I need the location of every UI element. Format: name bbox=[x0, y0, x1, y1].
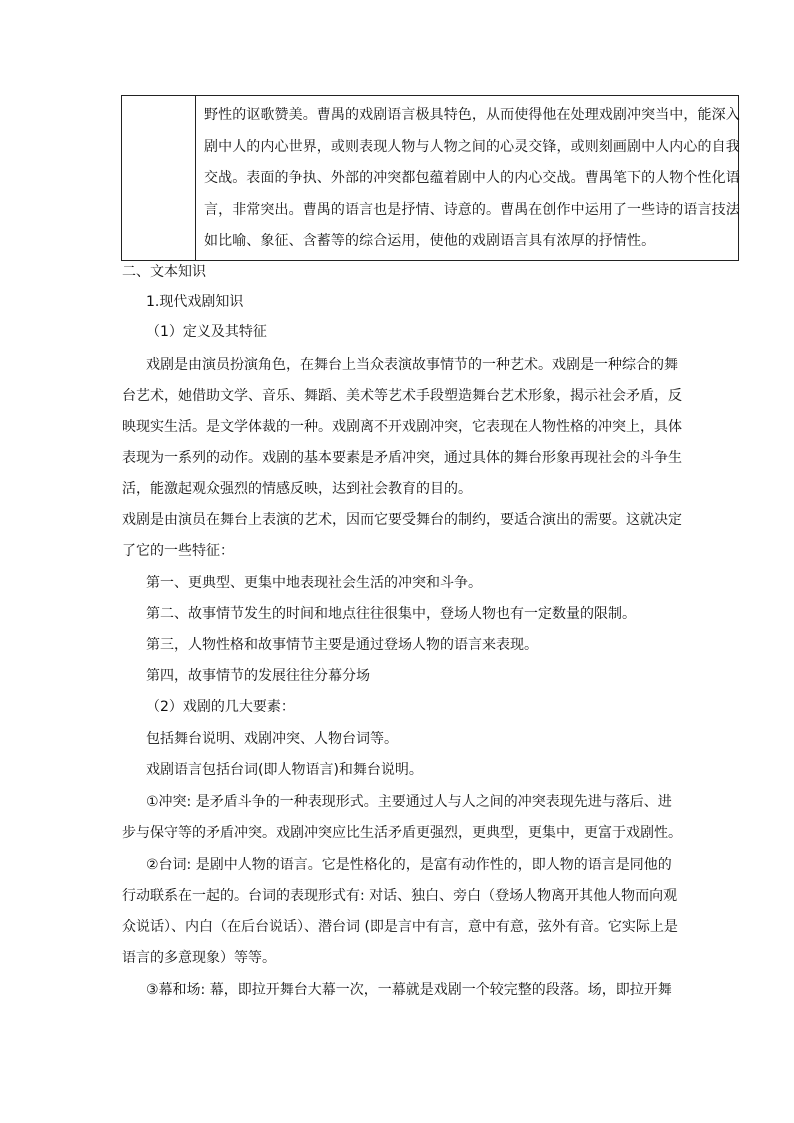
table-text-line: 野性的讴歌赞美。曹禺的戏剧语言极具特色，从而使得他在处理戏剧冲突当中，能深入 bbox=[204, 107, 740, 123]
table-text-line: 剧中人的内心世界，或则表现人物与人物之间的心灵交锋，或则刻画剧中人内心的自我 bbox=[204, 138, 740, 155]
paragraph-line: 包括舞台说明、戏剧冲突、人物台词等。 bbox=[146, 731, 398, 747]
table-text-line: 如比喻、象征、含蓄等的综合运用，使他的戏剧语言具有浓厚的抒情性。 bbox=[204, 233, 656, 249]
feature-item: 第四，故事情节的发展往往分幕分场 bbox=[146, 668, 370, 684]
paragraph-line: 戏剧是由演员在舞台上表演的艺术，因而它要受舞台的制约，要适合演出的需要。这就决定 bbox=[122, 512, 682, 528]
feature-item: 第三，人物性格和故事情节主要是通过登场人物的语言来表现。 bbox=[146, 637, 538, 653]
feature-item: 第二、故事情节发生的时间和地点往往很集中，登场人物也有一定数量的限制。 bbox=[146, 606, 636, 622]
paragraph-line: ②台词: 是剧中人物的语言。它是性格化的，是富有动作性的，即人物的语言是同他的 bbox=[146, 857, 672, 873]
paragraph-line: ①冲突: 是矛盾斗争的一种表现形式。主要通过人与人之间的冲突表现先进与落后、进 bbox=[146, 794, 672, 810]
paragraph-line: 了它的一些特征： bbox=[122, 543, 234, 559]
paragraph-line: ③幕和场: 幕，即拉开舞台大幕一次，一幕就是戏剧一个较完整的段落。场，即拉开舞 bbox=[146, 982, 672, 998]
paragraph-line: 戏剧是由演员扮演角色，在舞台上当众表演故事情节的一种艺术。戏剧是一种综合的舞 bbox=[146, 357, 678, 373]
table-right-cell bbox=[196, 96, 739, 261]
paragraph-line: 映现实生活。是文学体裁的一种。戏剧离不开戏剧冲突，它表现在人物性格的冲突上，具体 bbox=[122, 419, 682, 435]
paragraph-line: 台艺术，她借助文学、音乐、舞蹈、美术等艺术手段塑造舞台艺术形象，揭示社会矛盾，反 bbox=[122, 388, 682, 404]
paragraph-line: 众说话）、内白（在后台说话）、潜台词 (即是言中有言，意中有意，弦外有音。它实际上是 bbox=[122, 919, 678, 935]
paragraph-line: 表现为一系列的动作。戏剧的基本要素是矛盾冲突，通过具体的舞台形象再现社会的斗争生 bbox=[122, 450, 682, 466]
paragraph-line: 行动联系在一起的。台词的表现形式有: 对话、独白、旁白（登场人物离开其他人物而向观 bbox=[122, 888, 678, 904]
paragraph-line: 戏剧语言包括台词(即人物语言)和舞台说明。 bbox=[146, 762, 423, 778]
paragraph-line: 活，能激起观众强烈的情感反映，达到社会教育的目的。 bbox=[122, 481, 472, 497]
feature-item: 第一、更典型、更集中地表现社会生活的冲突和斗争。 bbox=[146, 575, 482, 591]
heading-elements: （2）戏剧的几大要素： bbox=[146, 699, 295, 715]
paragraph-line: 步与保守等的矛盾冲突。戏剧冲突应比生活矛盾更强烈，更典型，更集中，更富于戏剧性。 bbox=[122, 825, 682, 841]
heading-definition: （1）定义及其特征 bbox=[146, 324, 267, 340]
paragraph-line: 语言的多意现象）等等。 bbox=[122, 950, 276, 966]
subsection-title: 1.现代戏剧知识 bbox=[146, 294, 244, 310]
table-row bbox=[122, 96, 739, 261]
table-text-line: 言，非常突出。曹禺的语言也是抒情、诗意的。曹禺在创作中运用了一些诗的语言技法 bbox=[204, 201, 740, 218]
table-left-cell bbox=[122, 96, 196, 261]
table-text-line: 交战。表面的争执、外部的冲突都包蕴着剧中人的内心交战。曹禺笔下的人物个性化语 bbox=[204, 170, 740, 186]
section-title: 二、文本知识 bbox=[122, 264, 206, 280]
content-table bbox=[121, 95, 739, 261]
